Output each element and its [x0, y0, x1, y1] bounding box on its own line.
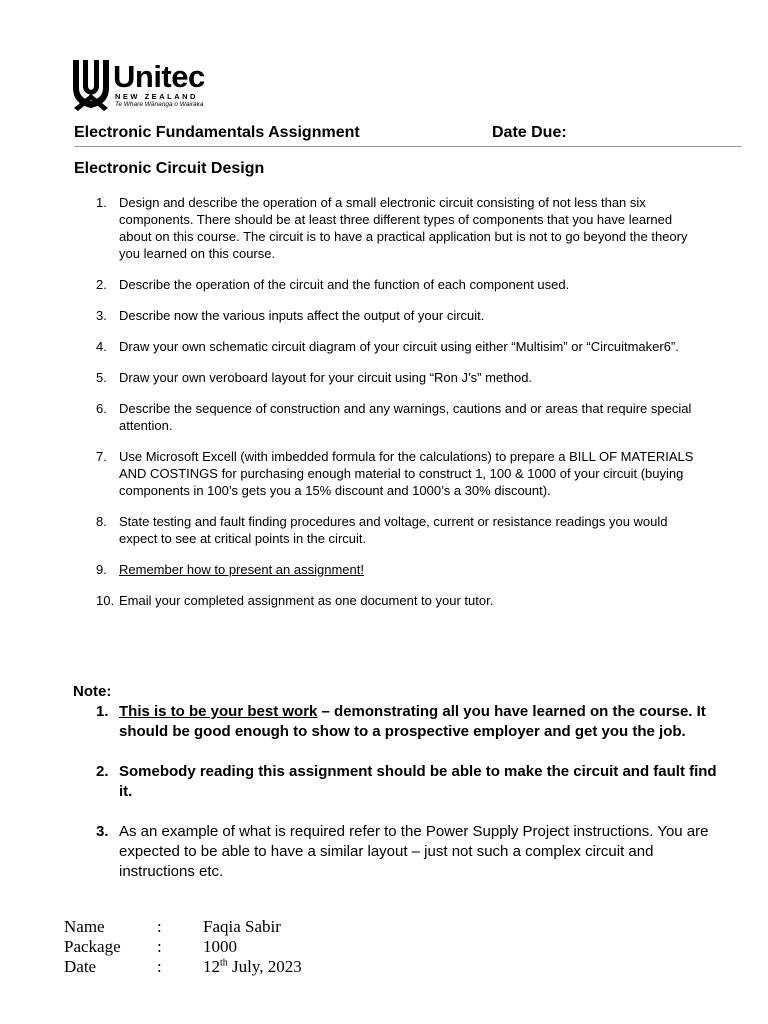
task-list	[96, 194, 706, 623]
task-number: 3.	[96, 308, 107, 323]
name-value: Faqia Sabir	[203, 917, 281, 936]
task-number: 5.	[96, 370, 107, 385]
logo-brand-text: Unitec	[113, 59, 205, 94]
task-text: Describe the operation of the circuit and the function of each component used.	[119, 277, 570, 292]
task-number: 10.	[96, 593, 115, 608]
name-colon: :	[157, 917, 162, 936]
task-text: Describe now the various inputs affect the output of your circuit.	[119, 308, 485, 323]
task-number: 7.	[96, 449, 107, 464]
date-colon: :	[157, 957, 162, 976]
package-row	[64, 937, 364, 957]
task-text: Remember how to present an assignment!	[119, 562, 364, 577]
date-value	[203, 957, 302, 977]
task-text: Use Microsoft Excell (with imbedded formula for the calculations) to prepare a BILL OF MATERIALS AND COSTINGS for purchasing enough material to construct 1, 100 & 1000 of your circuit (buying components in 100’s gets you a 15% discount and 1000’s a 30% discount).	[119, 449, 694, 498]
task-text: Describe the sequence of construction and any warnings, cautions and or areas that require special attention.	[119, 401, 692, 433]
task-text: Draw your own schematic circuit diagram of your circuit using either “Multisim” or “Circuitmaker6”.	[119, 339, 679, 354]
date-row	[64, 957, 364, 977]
note-item	[96, 702, 721, 742]
task-number: 2.	[96, 277, 107, 292]
task-text: State testing and fault finding procedures and voltage, current or resistance readings you would expect to see at critical points in the circuit.	[119, 514, 668, 546]
section-title: Electronic Circuit Design	[74, 160, 265, 177]
task-item	[96, 448, 706, 499]
date-label: Date	[64, 957, 97, 976]
date-day: 12	[203, 957, 220, 976]
note-item	[96, 762, 721, 802]
task-text: Design and describe the operation of a small electronic circuit consisting of not less than six components. There should be at least three different types of components that you have learned about on this course. The circuit is to have a practical application but is not to go beyond the theory you learned on this course.	[119, 195, 688, 261]
package-value: 1000	[203, 937, 237, 956]
signature-block	[64, 917, 364, 977]
unitec-logo-mark-icon	[70, 58, 112, 112]
task-number: 8.	[96, 514, 107, 529]
task-item	[96, 400, 706, 434]
task-item	[96, 513, 706, 547]
task-item	[96, 307, 706, 324]
task-item	[96, 338, 706, 355]
task-item	[96, 369, 706, 386]
task-item	[96, 561, 706, 578]
assignment-title: Electronic Fundamentals Assignment	[74, 124, 360, 141]
unitec-logo	[70, 58, 230, 114]
document-header	[74, 124, 742, 147]
note-list	[96, 702, 721, 902]
note-text: As an example of what is required refer to the Power Supply Project instructions. You are expected to be able to have a similar layout – just not such a complex circuit and instructions etc.	[119, 823, 709, 880]
note-text: – demonstrating all you have learned on the course. It should be good enough to show to a prospective employer and get you the job.	[119, 703, 706, 740]
task-number: 6.	[96, 401, 107, 416]
task-number: 4.	[96, 339, 107, 354]
task-text: Email your completed assignment as one document to your tutor.	[119, 593, 494, 608]
task-text: Draw your own veroboard layout for your circuit using “Ron J’s” method.	[119, 370, 533, 385]
date-due-label: Date Due:	[492, 124, 567, 141]
date-ordinal: th	[220, 957, 228, 969]
note-text: Somebody reading this assignment should be able to make the circuit and fault find it.	[119, 763, 717, 800]
note-lead-text: This is to be your best work	[119, 703, 318, 720]
note-number: 1.	[96, 703, 109, 720]
task-number: 1.	[96, 195, 107, 210]
logo-country-text: NEW ZEALAND	[115, 92, 198, 101]
logo-motto-text: Te Whare Wānanga o Wairaka	[115, 101, 204, 108]
note-number: 3.	[96, 823, 109, 840]
task-item	[96, 592, 706, 609]
name-label: Name	[64, 917, 105, 936]
date-rest: July, 2023	[227, 957, 302, 976]
task-number: 9.	[96, 562, 107, 577]
package-colon: :	[157, 937, 162, 956]
task-item	[96, 194, 706, 262]
task-item	[96, 276, 706, 293]
package-label: Package	[64, 937, 121, 956]
note-title: Note:	[73, 683, 112, 700]
note-item	[96, 822, 721, 882]
name-row	[64, 917, 364, 937]
note-number: 2.	[96, 763, 109, 780]
